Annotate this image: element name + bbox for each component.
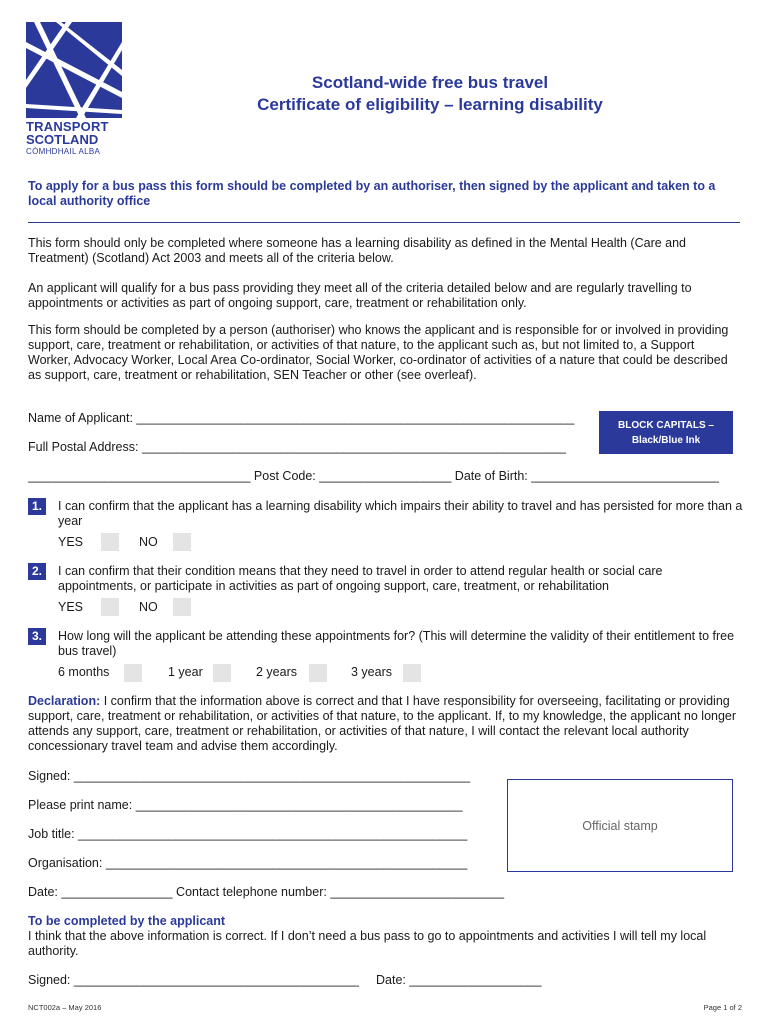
- q3-2-years-checkbox[interactable]: [309, 664, 327, 682]
- declaration-label: Declaration:: [28, 694, 101, 708]
- q3-3-years-checkbox[interactable]: [403, 664, 421, 682]
- question-2-text: I can confirm that their condition means that they need to travel in order to attend regular health or social care appointments, or participate in activities as part of ongoing support, care, treatment, or rehabilitation: [58, 564, 663, 593]
- q3-1-year-label: 1 year: [168, 665, 203, 679]
- question-2-number: 2.: [28, 563, 46, 580]
- job-title-field[interactable]: Job title: ________________________________________________________: [28, 827, 468, 841]
- applicant-section-heading: To be completed by the applicant: [28, 914, 226, 928]
- intro-instructions: To apply for a bus pass this form should be completed by an authoriser, then signed by the applicant and taken to a local authority office: [28, 179, 716, 208]
- logo-line-2: SCOTLAND: [26, 132, 99, 147]
- q1-no-label: NO: [139, 535, 158, 549]
- block-capitals-line-1: BLOCK CAPITALS –: [618, 420, 714, 431]
- declaration-text: I confirm that the information above is correct and that I have responsibility for overseeing, facilitating or providing support, care, treatment or rehabilitation, or activities of that nature, to the applicant. If, to my knowledge, the applicant no longer attends any support, care, treatment or rehabilitation, or activities of that nature, I will contact the relevant local authority concessionary travel team and advise them accordingly.: [28, 694, 737, 753]
- q3-2-years-label: 2 years: [256, 665, 297, 679]
- official-stamp-label: Official stamp: [582, 819, 658, 833]
- block-capitals-line-2: Black/Blue Ink: [631, 435, 701, 446]
- official-stamp-box: [507, 779, 733, 872]
- q3-1-year-checkbox[interactable]: [213, 664, 231, 682]
- q2-yes-label: YES: [58, 600, 84, 614]
- applicant-statement: I think that the above information is correct. If I don’t need a bus pass to go to appointments and activities I will tell my local authority.: [28, 929, 707, 958]
- q3-6-months-checkbox[interactable]: [124, 664, 142, 682]
- question-3-number: 3.: [28, 628, 46, 645]
- organisation-field[interactable]: Organisation: ____________________________________________________: [28, 856, 468, 870]
- paragraph-qualify: An applicant will qualify for a bus pass providing they meet all of the criteria detailed below and are regularly travelling to appointments or activities as part of ongoing support, care, treatment or rehabilitation only.: [28, 281, 692, 310]
- title-line-1: Scotland-wide free bus travel: [311, 73, 549, 92]
- applicant-date-field[interactable]: Date: ___________________: [376, 973, 542, 987]
- name-of-applicant-field[interactable]: Name of Applicant: _______________________________________________________________: [28, 411, 575, 425]
- logo-line-1: TRANSPORT: [26, 119, 109, 134]
- q2-no-checkbox[interactable]: [173, 598, 191, 616]
- q3-6-months-label: 6 months: [58, 665, 110, 679]
- page-title: [0, 72, 770, 116]
- q1-yes-checkbox[interactable]: [101, 533, 119, 551]
- paragraph-definition: This form should only be completed where someone has a learning disability as defined in the Mental Health (Care and Treatment) (Scotland) Act 2003 and meets all of the criteria below.: [28, 236, 687, 265]
- q3-3-years-label: 3 years: [351, 665, 392, 679]
- print-name-field[interactable]: Please print name: _______________________________________________: [28, 798, 463, 812]
- q1-no-checkbox[interactable]: [173, 533, 191, 551]
- title-line-2: Certificate of eligibility – learning disability: [257, 95, 603, 114]
- question-1-number: 1.: [28, 498, 46, 515]
- logo-line-3: CÒMHDHAIL ALBA: [26, 147, 101, 156]
- paragraph-authoriser: This form should be completed by a person (authoriser) who knows the applicant and is responsible for or involved in providing support, care, treatment or rehabilitation, or activities of that nature, to the applicant such as, but not limited to, a Support Worker, Advocacy Worker, Local Area Co-ordinator, Social Worker, co-ordinator of activities of a nature that could be described as support, care, treatment or rehabilitation, SEN Teacher or other (see overleaf).: [28, 323, 729, 382]
- postcode-dob-field[interactable]: ________________________________ Post Code: ___________________ Date of Birth: ___________________________: [28, 469, 719, 483]
- declaration: [28, 694, 740, 754]
- date-phone-field[interactable]: Date: ________________ Contact telephone number: _________________________: [28, 885, 505, 899]
- divider: [28, 222, 740, 223]
- block-capitals-note: [599, 411, 733, 454]
- question-3-text: How long will the applicant be attending these appointments for? (This will determine the validity of their entitlement to free bus travel): [58, 629, 735, 658]
- q2-no-label: NO: [139, 600, 158, 614]
- question-1-text: I can confirm that the applicant has a learning disability which impairs their ability to travel and has persisted for more than a year: [58, 499, 743, 528]
- q1-yes-label: YES: [58, 535, 84, 549]
- authoriser-signed-field[interactable]: Signed: _________________________________________________________: [28, 769, 471, 783]
- form-reference: NCT002a – May 2016: [28, 1003, 102, 1012]
- postal-address-field[interactable]: Full Postal Address: _____________________________________________________________: [28, 440, 567, 454]
- page-number: Page 1 of 2: [703, 1003, 742, 1012]
- applicant-signed-field[interactable]: Signed: _________________________________________: [28, 973, 359, 987]
- q2-yes-checkbox[interactable]: [101, 598, 119, 616]
